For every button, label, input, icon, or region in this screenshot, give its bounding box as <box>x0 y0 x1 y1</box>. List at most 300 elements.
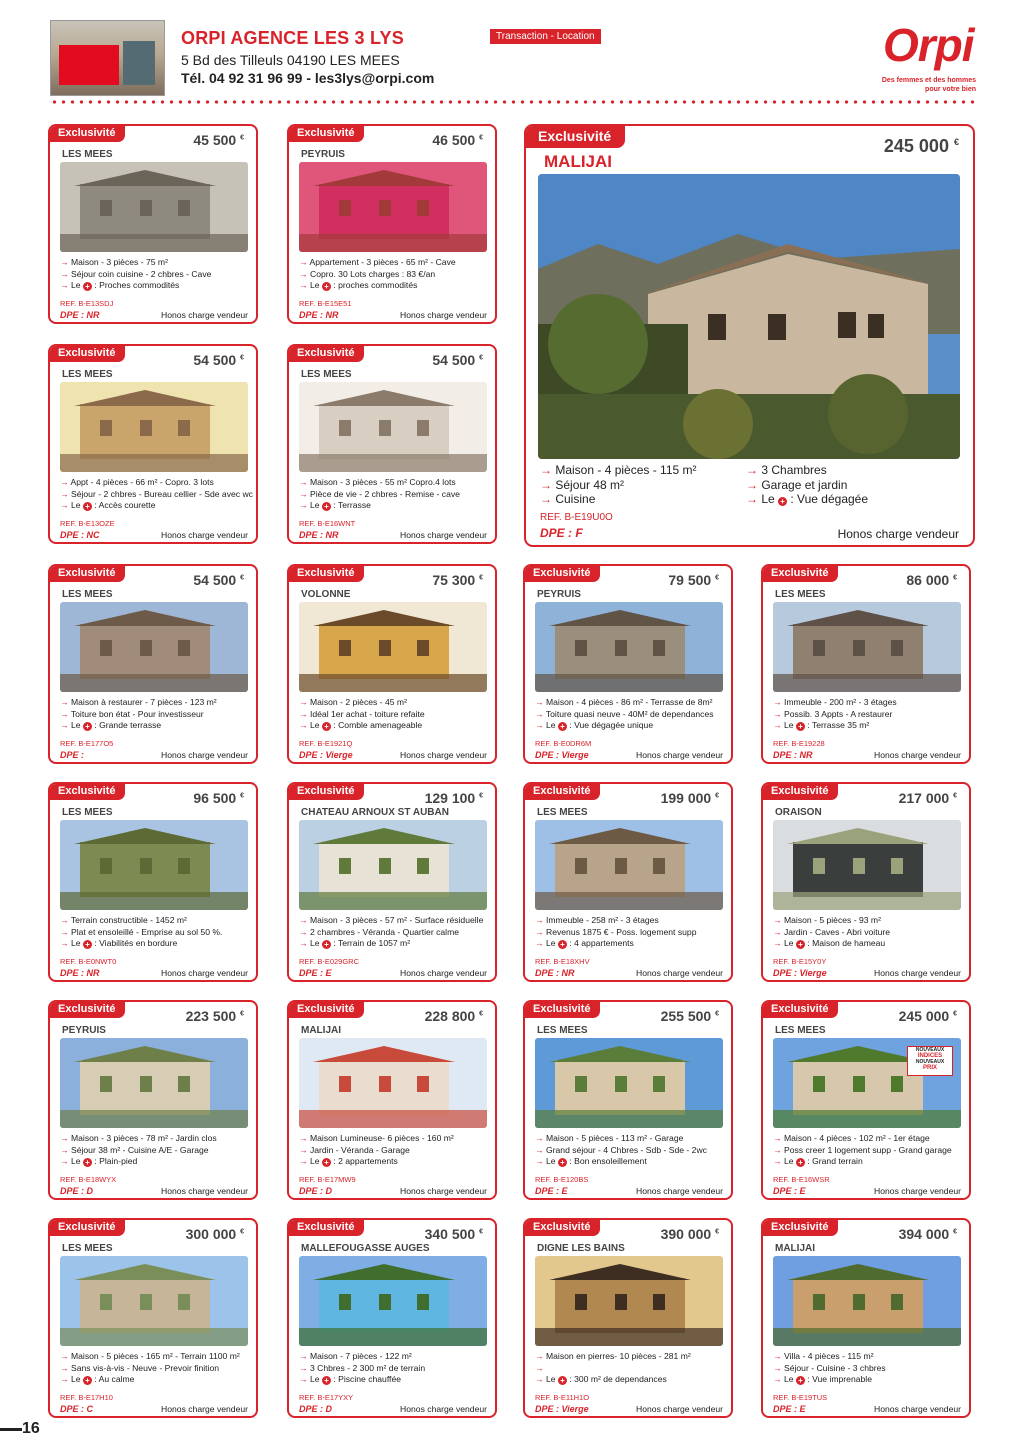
price-value: 129 100 <box>424 790 476 806</box>
featured-details-right <box>746 463 868 507</box>
arrow-icon: → <box>60 1374 69 1384</box>
detail-text: : Terrasse 35 m² <box>807 720 870 730</box>
detail-text: Garage et jardin <box>761 477 848 492</box>
listing-ref: REF. B-E1921Q <box>299 739 353 748</box>
arrow-icon: → <box>299 280 308 290</box>
le-label: Le <box>545 720 556 730</box>
listing-honos: Honos charge vendeur <box>874 1404 961 1414</box>
detail-text: Pièce de vie - 2 chbres - Remise - cave <box>309 488 460 499</box>
detail-line <box>60 938 256 950</box>
featured-listing-card[interactable] <box>524 124 975 547</box>
arrow-icon: → <box>299 1351 308 1361</box>
euro-sign: € <box>240 1228 244 1236</box>
euro-sign: € <box>479 134 483 142</box>
listing-card[interactable] <box>287 564 497 764</box>
exclusivite-badge: Exclusivité <box>523 1218 600 1236</box>
detail-text: 2 chambres - Véranda - Quartier calme <box>309 926 460 937</box>
exclusivite-badge: Exclusivité <box>287 344 364 362</box>
le-label: Le <box>309 720 320 730</box>
plus-icon: + <box>83 282 92 291</box>
listing-photo[interactable] <box>299 382 487 472</box>
listing-photo[interactable] <box>60 382 248 472</box>
listing-dpe: DPE : <box>60 750 85 760</box>
listing-ref: REF. B-E120BS <box>535 1175 589 1184</box>
arrow-icon: → <box>535 720 544 730</box>
listing-honos: Honos charge vendeur <box>161 310 248 320</box>
arrow-icon: → <box>299 488 308 499</box>
detail-text: Possib. 3 Appts - A restaurer <box>783 708 893 719</box>
detail-text: Immeuble - 258 m² - 3 étages <box>545 915 659 925</box>
detail-text: : Bon ensoleillement <box>569 1156 647 1166</box>
detail-text: Maison - 3 pièces - 75 m² <box>70 257 168 267</box>
detail-text: Grand séjour - 4 Chbres - Sdb - Sde - 2wc <box>545 1144 707 1155</box>
detail-line: → Cuisine <box>540 492 596 506</box>
euro-sign: € <box>953 1228 957 1236</box>
orpi-slogan <box>856 76 976 94</box>
listing-ref: REF. B-E17H10 <box>60 1393 113 1402</box>
listing-card[interactable] <box>523 1000 733 1200</box>
listing-card[interactable] <box>523 564 733 764</box>
detail-line <box>773 720 969 732</box>
arrow-icon: → <box>299 915 308 925</box>
detail-text: Toiture quasi neuve - 40M² de dependances <box>545 708 714 719</box>
listing-ref: REF. B-E19U0O <box>540 512 613 523</box>
listing-ref: REF. B-E13OZE <box>60 519 115 528</box>
detail-text: Séjour 38 m² - Cuisine A/E - Garage <box>70 1144 209 1155</box>
detail-line <box>773 1156 969 1168</box>
listing-details <box>535 1351 731 1386</box>
arrow-icon: → <box>60 488 69 499</box>
listing-card[interactable] <box>48 564 258 764</box>
arrow-icon: → <box>535 1133 544 1143</box>
le-label: Le <box>309 280 320 290</box>
listing-details <box>299 915 495 950</box>
listing-photo[interactable] <box>535 1256 723 1346</box>
listing-photo[interactable] <box>535 820 723 910</box>
price-value: 223 500 <box>185 1008 237 1024</box>
detail-line <box>535 697 731 709</box>
arrow-icon: → <box>299 500 308 510</box>
detail-line: → Garage et jardin <box>746 477 848 492</box>
listing-honos: Honos charge vendeur <box>400 530 487 540</box>
listing-honos: Honos charge vendeur <box>400 310 487 320</box>
listing-price <box>906 572 957 588</box>
listing-price <box>193 132 244 148</box>
euro-sign: € <box>240 1010 244 1018</box>
listing-dpe: DPE : C <box>60 1404 94 1414</box>
listing-ref: REF. B-E17YXY <box>299 1393 354 1402</box>
arrow-icon: → <box>60 1351 69 1361</box>
le-label: Le <box>309 938 320 948</box>
listing-photo[interactable] <box>299 602 487 692</box>
detail-line <box>60 1145 256 1157</box>
detail-text: : Grande terrasse <box>94 720 162 730</box>
le-label: Le <box>545 1374 556 1384</box>
listing-honos: Honos charge vendeur <box>161 530 248 540</box>
listing-photo[interactable] <box>60 1038 248 1128</box>
detail-line <box>299 1351 495 1363</box>
listing-city: MALIJAI <box>301 1025 341 1036</box>
listing-ref: REF. B-E18XHV <box>535 957 590 966</box>
detail-text: Maison Lumineuse- 6 pièces - 160 m² <box>309 1133 454 1143</box>
listing-city: LES MEES <box>301 369 352 380</box>
arrow-icon: → <box>60 500 69 510</box>
agency-contact: Tél. 04 92 31 96 99 - les3lys@orpi.com <box>181 70 435 86</box>
dotted-divider <box>50 100 975 104</box>
plus-icon: + <box>83 722 92 731</box>
detail-text: Copro. 30 Lots charges : 83 €/an <box>309 268 436 279</box>
detail-line <box>299 280 495 292</box>
arrow-icon: → <box>773 697 782 707</box>
listing-details <box>773 915 969 950</box>
arrow-icon: → <box>773 1374 782 1384</box>
listing-photo[interactable] <box>299 162 487 252</box>
detail-text: : Terrain de 1057 m² <box>333 938 411 948</box>
page-number-text: 16 <box>22 1420 40 1437</box>
listing-details <box>60 257 256 292</box>
new-price-stamp <box>907 1046 953 1076</box>
detail-text: Revenus 1875 € - Poss. logement supp <box>545 926 697 937</box>
listing-dpe: DPE : Vierge <box>535 750 589 760</box>
detail-line <box>773 1133 969 1145</box>
listing-details <box>535 1133 731 1168</box>
listing-city: CHATEAU ARNOUX ST AUBAN <box>301 807 449 818</box>
le-label: Le <box>783 938 794 948</box>
detail-line <box>773 938 969 950</box>
listing-card[interactable] <box>523 1218 733 1418</box>
arrow-icon: → <box>773 720 782 730</box>
listing-price <box>899 1008 957 1024</box>
listing-card[interactable] <box>48 1000 258 1200</box>
exclusivite-badge: Exclusivité <box>524 124 625 148</box>
listing-price <box>668 572 719 588</box>
detail-text: : Comble amenageable <box>333 720 423 730</box>
le-label: Le <box>309 1156 320 1166</box>
plus-icon: + <box>322 722 331 731</box>
listing-photo[interactable] <box>299 1038 487 1128</box>
euro-sign: € <box>953 792 957 800</box>
detail-text: : Terrasse <box>333 500 371 510</box>
detail-line <box>60 257 256 269</box>
listing-details <box>535 915 731 950</box>
price-value: 340 500 <box>424 1226 476 1242</box>
arrow-icon: → <box>299 1144 308 1155</box>
listing-photo[interactable] <box>535 602 723 692</box>
plus-icon: + <box>796 1158 805 1167</box>
listing-price <box>425 1008 483 1024</box>
exclusivite-badge: Exclusivité <box>761 782 838 800</box>
euro-sign: € <box>715 792 719 800</box>
page-number <box>0 1419 40 1439</box>
listing-card[interactable] <box>523 782 733 982</box>
stamp-line: NOUVEAUX <box>915 1047 945 1053</box>
listing-price <box>661 1226 719 1242</box>
detail-text: Maison - 3 pièces - 55 m² Copro.4 lots <box>309 477 456 487</box>
listing-honos: Honos charge vendeur <box>874 968 961 978</box>
listing-dpe: DPE : NR <box>60 968 100 978</box>
plus-icon: + <box>83 1376 92 1385</box>
detail-line <box>60 1363 256 1375</box>
detail-line <box>299 477 495 489</box>
listing-photo[interactable] <box>60 1256 248 1346</box>
listing-card[interactable] <box>287 1218 497 1418</box>
euro-sign: € <box>240 574 244 582</box>
arrow-icon: → <box>60 926 69 937</box>
listing-honos: Honos charge vendeur <box>161 1186 248 1196</box>
listing-details <box>299 257 495 292</box>
detail-line <box>60 1374 256 1386</box>
exclusivite-badge: Exclusivité <box>523 1000 600 1018</box>
detail-text: Jardin - Caves - Abri voiture <box>783 926 891 937</box>
exclusivite-badge: Exclusivité <box>48 782 125 800</box>
le-label: Le <box>70 720 81 730</box>
listing-dpe: DPE : D <box>60 1186 94 1196</box>
detail-line <box>299 1156 495 1168</box>
detail-line <box>299 927 495 939</box>
listing-details <box>299 477 495 512</box>
listing-photo[interactable] <box>60 162 248 252</box>
listing-card[interactable] <box>48 344 258 544</box>
listing-card[interactable] <box>761 1000 971 1200</box>
arrow-icon: → <box>60 1362 69 1373</box>
listing-details <box>773 1133 969 1168</box>
listing-city: LES MEES <box>62 807 113 818</box>
detail-text: Séjour - 2 chbres - Bureau cellier - Sde avec wc <box>70 488 253 499</box>
listing-photo[interactable] <box>773 1038 961 1128</box>
arrow-icon: → <box>299 720 308 730</box>
listing-card[interactable] <box>761 564 971 764</box>
detail-text: Cuisine <box>555 492 596 506</box>
euro-sign: € <box>479 792 483 800</box>
listing-photo[interactable] <box>773 1256 961 1346</box>
listing-price <box>884 136 959 157</box>
listing-city: LES MEES <box>62 369 113 380</box>
listing-ref: REF. B-E16WSR <box>773 1175 830 1184</box>
listing-card[interactable] <box>287 782 497 982</box>
page-header <box>0 0 1024 100</box>
listing-price <box>193 572 244 588</box>
arrow-icon: → <box>535 697 544 707</box>
detail-text: 3 Chambres <box>761 463 827 477</box>
stamp-line: PRIX <box>922 1065 937 1071</box>
arrow-icon: → <box>535 915 544 925</box>
detail-line: → Séjour 48 m² <box>540 477 625 492</box>
detail-line <box>299 1133 495 1145</box>
listing-dpe: DPE : E <box>773 1404 806 1414</box>
listing-honos: Honos charge vendeur <box>636 1404 723 1414</box>
listing-honos: Honos charge vendeur <box>837 527 959 541</box>
listing-city: MALIJAI <box>775 1243 815 1254</box>
listing-city: LES MEES <box>775 589 826 600</box>
arrow-icon: → <box>535 1374 544 1384</box>
detail-line <box>299 709 495 721</box>
euro-sign: € <box>953 1010 957 1018</box>
detail-line <box>535 720 731 732</box>
price-value: 86 000 <box>906 572 950 588</box>
price-value: 217 000 <box>898 790 950 806</box>
arrow-icon: → <box>60 1156 69 1166</box>
plus-icon: + <box>322 502 331 511</box>
listing-city: PEYRUIS <box>62 1025 106 1036</box>
listing-city: LES MEES <box>775 1025 826 1036</box>
listing-dpe: DPE : D <box>299 1186 333 1196</box>
listing-details <box>773 1351 969 1386</box>
detail-text: 3 Chbres - 2 300 m² de terrain <box>309 1362 426 1373</box>
euro-sign: € <box>715 1228 719 1236</box>
listing-card[interactable] <box>287 1000 497 1200</box>
price-value: 245 000 <box>898 1008 950 1024</box>
listing-price <box>432 572 483 588</box>
agency-storefront-photo <box>50 20 165 96</box>
listing-price <box>432 352 483 368</box>
detail-text: Poss creer 1 logement supp - Grand garage <box>783 1144 952 1155</box>
listing-card[interactable] <box>48 124 258 324</box>
arrow-icon: → <box>299 938 308 948</box>
listing-city: VOLONNE <box>301 589 351 600</box>
detail-text: : Grand terrain <box>807 1156 863 1166</box>
exclusivite-badge: Exclusivité <box>761 1218 838 1236</box>
listing-dpe: DPE : E <box>299 968 332 978</box>
transaction-tag: Transaction - Location <box>490 29 601 44</box>
arrow-icon: → <box>535 1362 544 1373</box>
le-label: Le <box>70 938 81 948</box>
detail-line <box>773 1374 969 1386</box>
detail-text: Appartement - 3 pièces - 65 m² - Cave <box>309 257 456 267</box>
detail-line <box>773 915 969 927</box>
detail-line <box>299 915 495 927</box>
arrow-icon: → <box>299 1156 308 1166</box>
listing-honos: Honos charge vendeur <box>400 750 487 760</box>
arrow-icon: → <box>299 926 308 937</box>
listing-honos: Honos charge vendeur <box>636 968 723 978</box>
listing-card[interactable] <box>287 124 497 324</box>
listing-ref: REF. B-E0DR6M <box>535 739 592 748</box>
arrow-icon: → <box>535 708 544 719</box>
agency-name: ORPI AGENCE LES 3 LYS <box>181 28 404 48</box>
arrow-icon: → <box>773 1144 782 1155</box>
price-value: 300 000 <box>185 1226 237 1242</box>
listing-photo[interactable] <box>773 602 961 692</box>
detail-text: Maison - 4 pièces - 102 m² - 1er étage <box>783 1133 930 1143</box>
le-label: Le <box>783 720 794 730</box>
arrow-icon: → <box>299 697 308 707</box>
detail-text: Maison - 3 pièces - 78 m² - Jardin clos <box>70 1133 217 1143</box>
arrow-icon: → <box>60 1133 69 1143</box>
detail-line <box>773 1363 969 1375</box>
listing-card[interactable] <box>761 1218 971 1418</box>
plus-icon: + <box>558 722 567 731</box>
detail-text: Appt - 4 pièces - 66 m² - Copro. 3 lots <box>70 477 214 487</box>
listing-price <box>661 790 719 806</box>
listing-city: LES MEES <box>537 807 588 818</box>
slogan-line-2: pour votre bien <box>925 86 976 93</box>
listing-city: LES MEES <box>537 1025 588 1036</box>
detail-text: Maison - 5 pièces - 93 m² <box>783 915 881 925</box>
detail-line <box>60 915 256 927</box>
listing-ref: REF. B-E13SDJ <box>60 299 114 308</box>
listing-details <box>299 1133 495 1168</box>
listing-photo[interactable] <box>299 1256 487 1346</box>
listing-card[interactable] <box>48 782 258 982</box>
arrow-icon: → <box>299 257 308 267</box>
arrow-icon: → <box>773 1351 782 1361</box>
le-label: Le <box>70 500 81 510</box>
arrow-icon: → <box>60 720 69 730</box>
detail-text: : 4 appartements <box>569 938 634 948</box>
listing-honos: Honos charge vendeur <box>874 1186 961 1196</box>
detail-text: : Piscine chauffée <box>333 1374 402 1384</box>
listing-details <box>60 697 256 732</box>
plus-icon: + <box>778 497 787 506</box>
price-value: 390 000 <box>660 1226 712 1242</box>
detail-text: Idéal 1er achat - toiture refaite <box>309 708 425 719</box>
euro-sign: € <box>240 792 244 800</box>
detail-line: → Maison - 4 pièces - 115 m² <box>540 463 697 477</box>
detail-line <box>773 927 969 939</box>
price-value: 54 500 <box>432 352 476 368</box>
detail-text: Plat et ensoleillé - Emprise au sol 50 %. <box>70 926 223 937</box>
listing-ref: REF. B-E15Y0Y <box>773 957 827 966</box>
listing-ref: REF. B-E19TUS <box>773 1393 828 1402</box>
listing-card[interactable] <box>48 1218 258 1418</box>
listing-photo[interactable] <box>535 1038 723 1128</box>
listing-honos: Honos charge vendeur <box>636 750 723 760</box>
arrow-icon: → <box>60 280 69 290</box>
arrow-icon: → <box>299 1374 308 1384</box>
detail-text: Maison - 2 pièces - 45 m² <box>309 697 407 707</box>
arrow-icon: → <box>773 915 782 925</box>
arrow-icon: → <box>60 915 69 925</box>
detail-text: Maison - 3 pièces - 57 m² - Surface résiduelle <box>309 915 484 925</box>
detail-line <box>535 1374 731 1386</box>
listing-photo[interactable] <box>60 602 248 692</box>
listing-details <box>60 1351 256 1386</box>
euro-sign: € <box>479 1010 483 1018</box>
arrow-icon: → <box>535 1144 544 1155</box>
listing-photo[interactable] <box>773 820 961 910</box>
le-label: Le <box>545 1156 556 1166</box>
arrow-icon: → <box>299 268 308 279</box>
detail-line <box>60 1156 256 1168</box>
listing-details <box>299 1351 495 1386</box>
exclusivite-badge: Exclusivité <box>761 564 838 582</box>
listing-photo[interactable] <box>538 174 960 459</box>
detail-text: Maison - 4 pièces - 86 m² - Terrasse de 8m² <box>545 697 713 707</box>
listing-photo[interactable] <box>60 820 248 910</box>
slogan-line-1: Des femmes et des hommes <box>881 77 976 84</box>
arrow-icon: → <box>535 926 544 937</box>
price-value: 54 500 <box>193 352 237 368</box>
arrow-icon: → <box>299 1133 308 1143</box>
listing-city: LES MEES <box>62 589 113 600</box>
agency-address: 5 Bd des Tilleuls 04190 LES MEES <box>181 52 400 68</box>
listing-card[interactable] <box>287 344 497 544</box>
detail-line <box>299 1363 495 1375</box>
detail-line <box>535 1156 731 1168</box>
plus-icon: + <box>558 1158 567 1167</box>
exclusivite-badge: Exclusivité <box>48 1218 125 1236</box>
arrow-icon: → <box>60 697 69 707</box>
listing-price <box>186 1008 244 1024</box>
listing-card[interactable] <box>761 782 971 982</box>
detail-text: Maison - 7 pièces - 122 m² <box>309 1351 412 1361</box>
arrow-icon: → <box>535 1156 544 1166</box>
detail-text: Maison à restaurer - 7 pièces - 123 m² <box>70 697 217 707</box>
listing-photo[interactable] <box>299 820 487 910</box>
detail-line <box>60 477 256 489</box>
detail-text: : Maison de hameau <box>807 938 886 948</box>
detail-line <box>299 489 495 501</box>
